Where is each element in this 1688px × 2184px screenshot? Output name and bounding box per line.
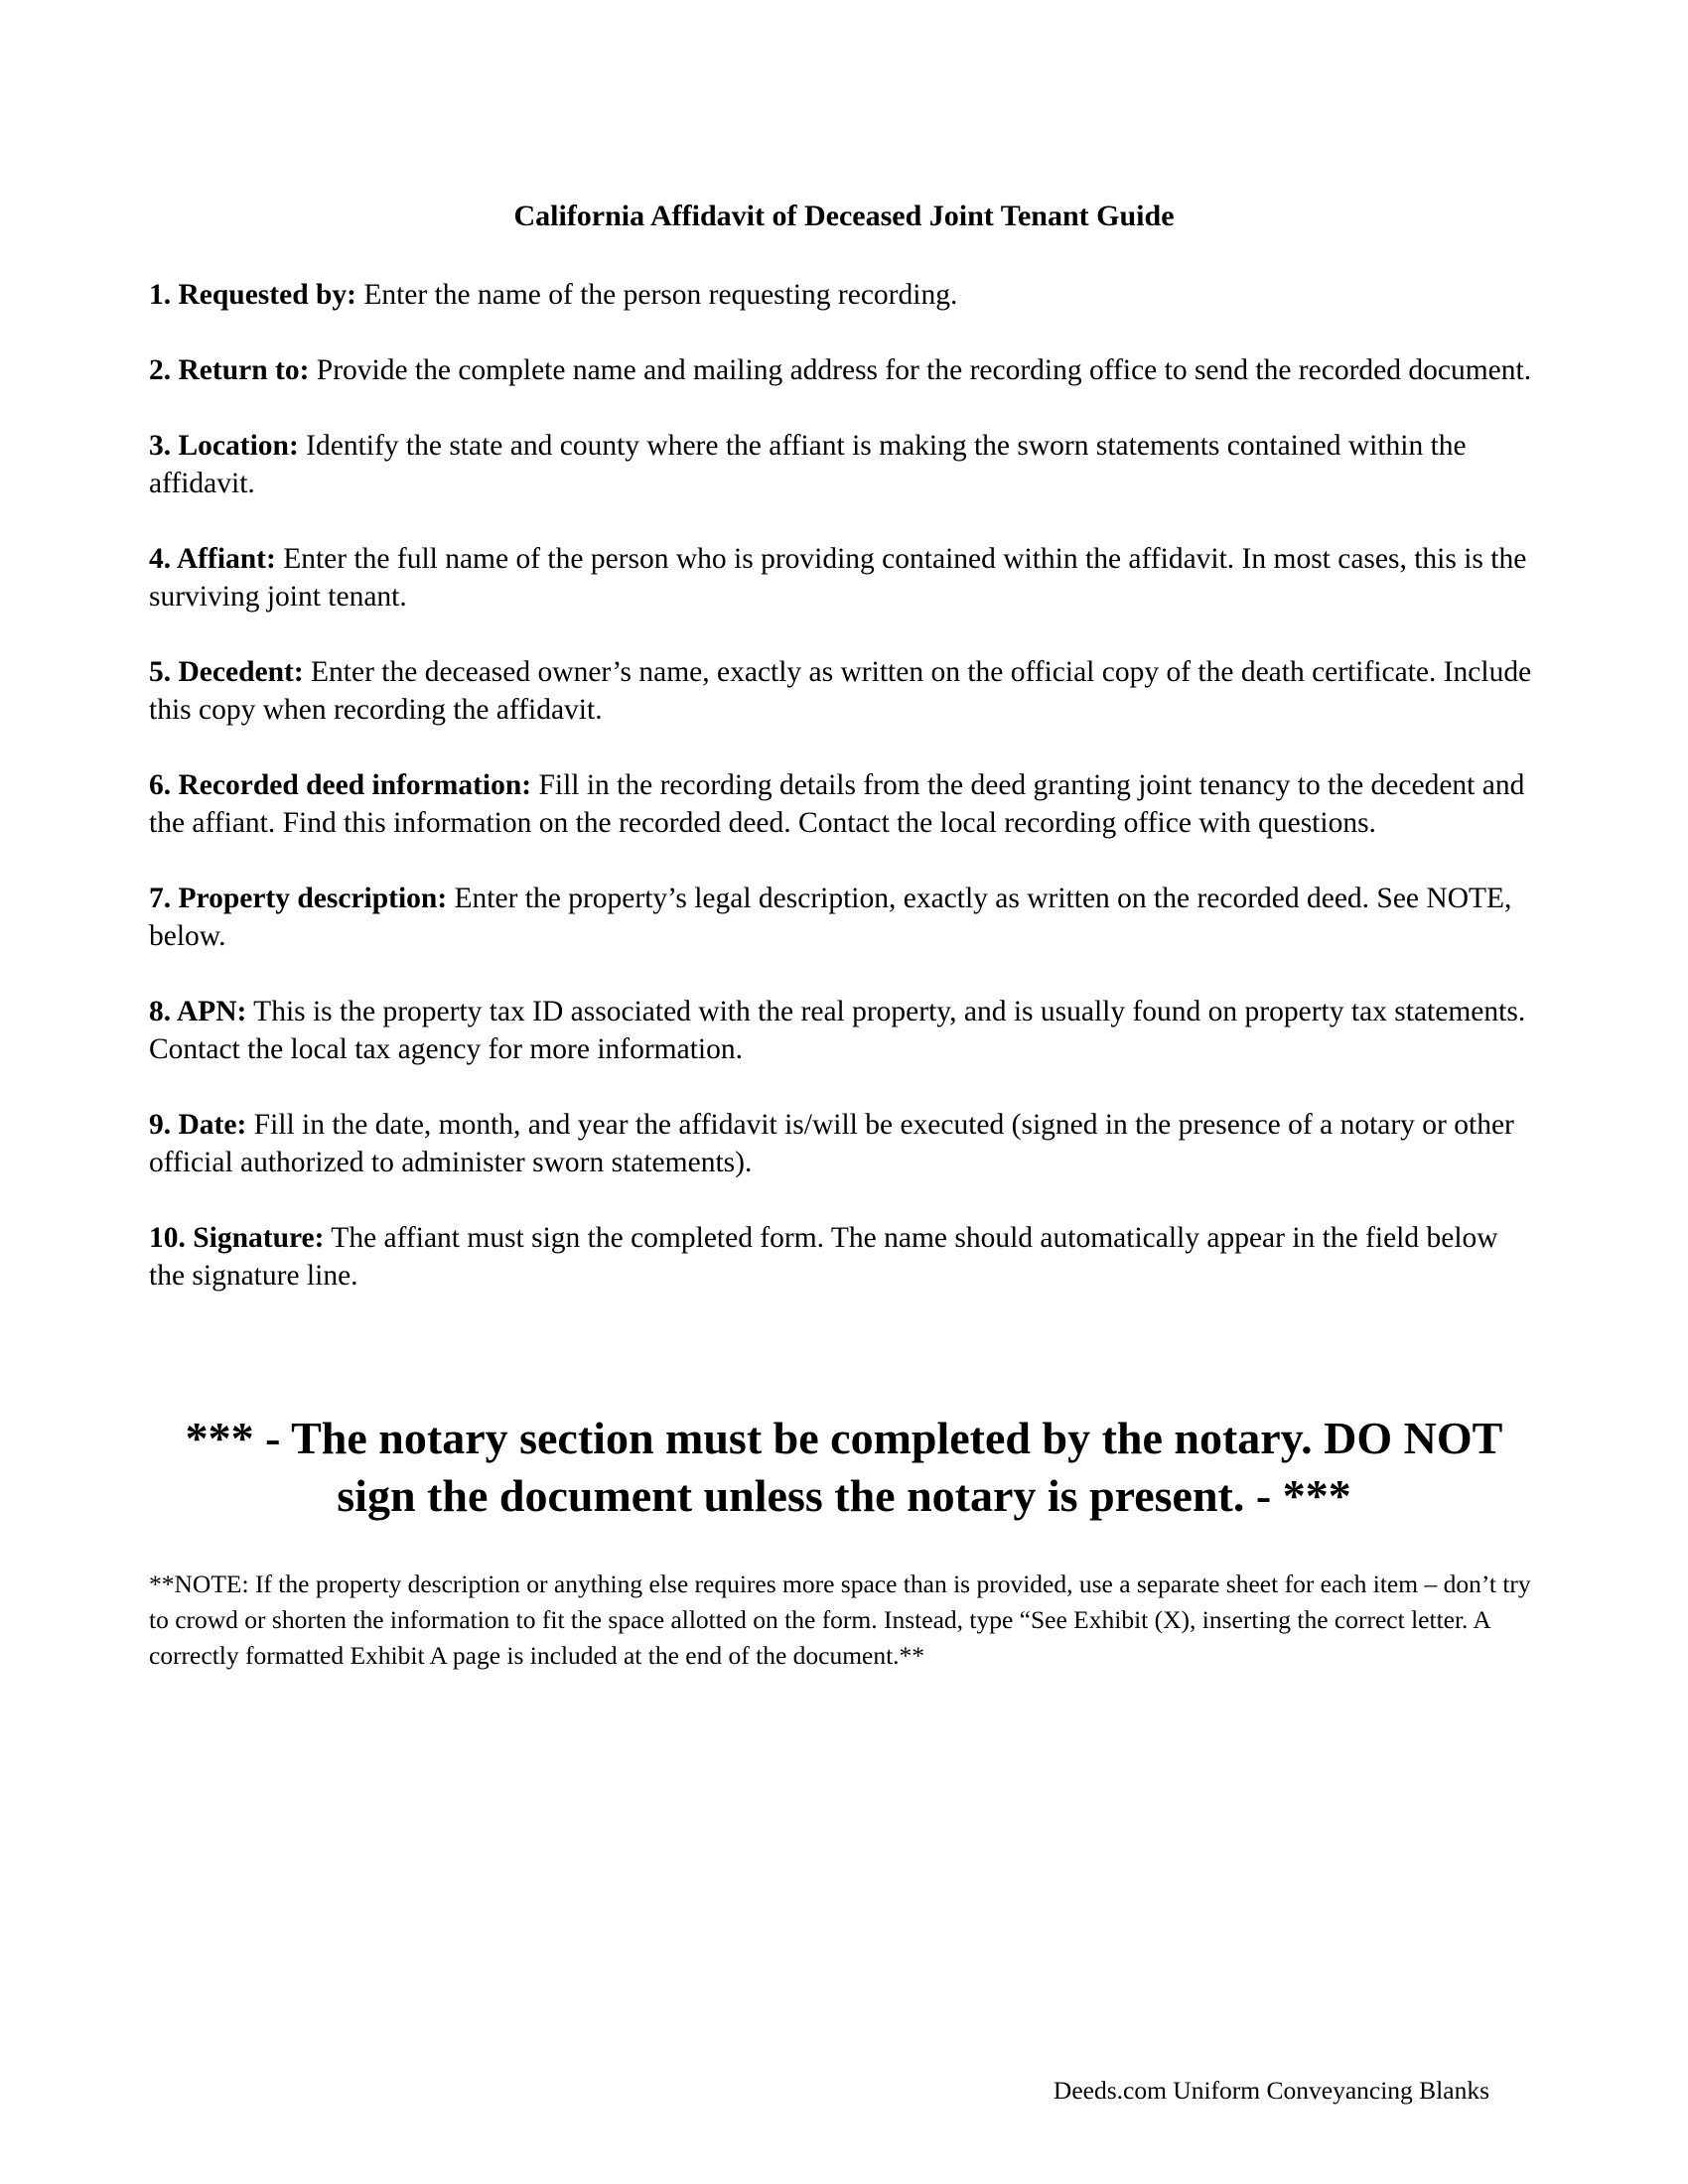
instruction-label: 7. Property description:	[149, 883, 448, 914]
instruction-text: The affiant must sign the completed form. The name should automatically appear in the field below the signature line.	[149, 1222, 1498, 1292]
instruction-text: Enter the name of the person requesting recording.	[355, 279, 958, 311]
instruction-label: 4. Affiant:	[149, 543, 276, 575]
page-footer: Deeds.com Uniform Conveyancing Blanks	[1053, 2076, 1489, 2105]
instruction-item-affiant	[149, 540, 1539, 615]
instruction-text: Enter the property’s legal description, exactly as written on the recorded deed. See NOTE, below.	[149, 883, 1512, 952]
instruction-text: Enter the full name of the person who is providing contained within the affidavit. In most cases, this is the surviving joint tenant.	[149, 543, 1527, 613]
instruction-text: This is the property tax ID associated with the real property, and is usually found on property tax statements. Contact the local tax agency for more information.	[149, 996, 1526, 1065]
instruction-label: 1. Requested by:	[149, 279, 356, 311]
instruction-item-signature	[149, 1219, 1539, 1295]
instruction-label: 5. Decedent:	[149, 656, 304, 688]
instruction-text: Identify the state and county where the affiant is making the sworn statements contained within the affidavit.	[149, 430, 1467, 499]
instruction-item-decedent	[149, 653, 1539, 729]
instruction-text: Enter the deceased owner’s name, exactly as written on the official copy of the death certificate. Include this copy when recording the affidavit.	[149, 656, 1532, 726]
instruction-item-apn	[149, 993, 1539, 1068]
instruction-label: 2. Return to:	[149, 354, 310, 386]
instruction-text: Provide the complete name and mailing address for the recording office to send the recorded document.	[309, 354, 1532, 386]
instruction-label: 3. Location:	[149, 430, 299, 462]
instruction-label: 6. Recorded deed information:	[149, 769, 532, 801]
instruction-list	[149, 276, 1539, 1332]
instruction-text: Fill in the date, month, and year the affidavit is/will be executed (signed in the presence of a notary or other official authorized to administer sworn statements).	[149, 1109, 1514, 1178]
note-paragraph: **NOTE: If the property description or anything else requires more space than is provided, use a separate sheet for each item – don’t try to crowd or shorten the information to fit the space allotted on the form. Instead, type “See Exhibit (X), inserting the correct letter. A correctly formatted Exhibit A page is included at the end of the document.**	[149, 1570, 1531, 1670]
instruction-item-location	[149, 427, 1539, 502]
instruction-item-return-to	[149, 351, 1539, 389]
instruction-label: 9. Date:	[149, 1109, 247, 1141]
instruction-item-requested-by	[149, 276, 1539, 314]
instruction-item-recorded-deed	[149, 766, 1539, 842]
instruction-item-property-description	[149, 880, 1539, 955]
instruction-label: 8. APN:	[149, 996, 247, 1027]
page-title: California Affidavit of Deceased Joint Tenant Guide	[513, 200, 1175, 232]
notary-warning: *** - The notary section must be completed by the notary. DO NOT sign the document unless the notary is present. - ***	[185, 1413, 1503, 1521]
instruction-item-date	[149, 1106, 1539, 1181]
instruction-label: 10. Signature:	[149, 1222, 325, 1254]
instruction-text: Fill in the recording details from the deed granting joint tenancy to the decedent and the affiant. Find this information on the recorded deed. Contact the local recording office with questions.	[149, 769, 1525, 839]
